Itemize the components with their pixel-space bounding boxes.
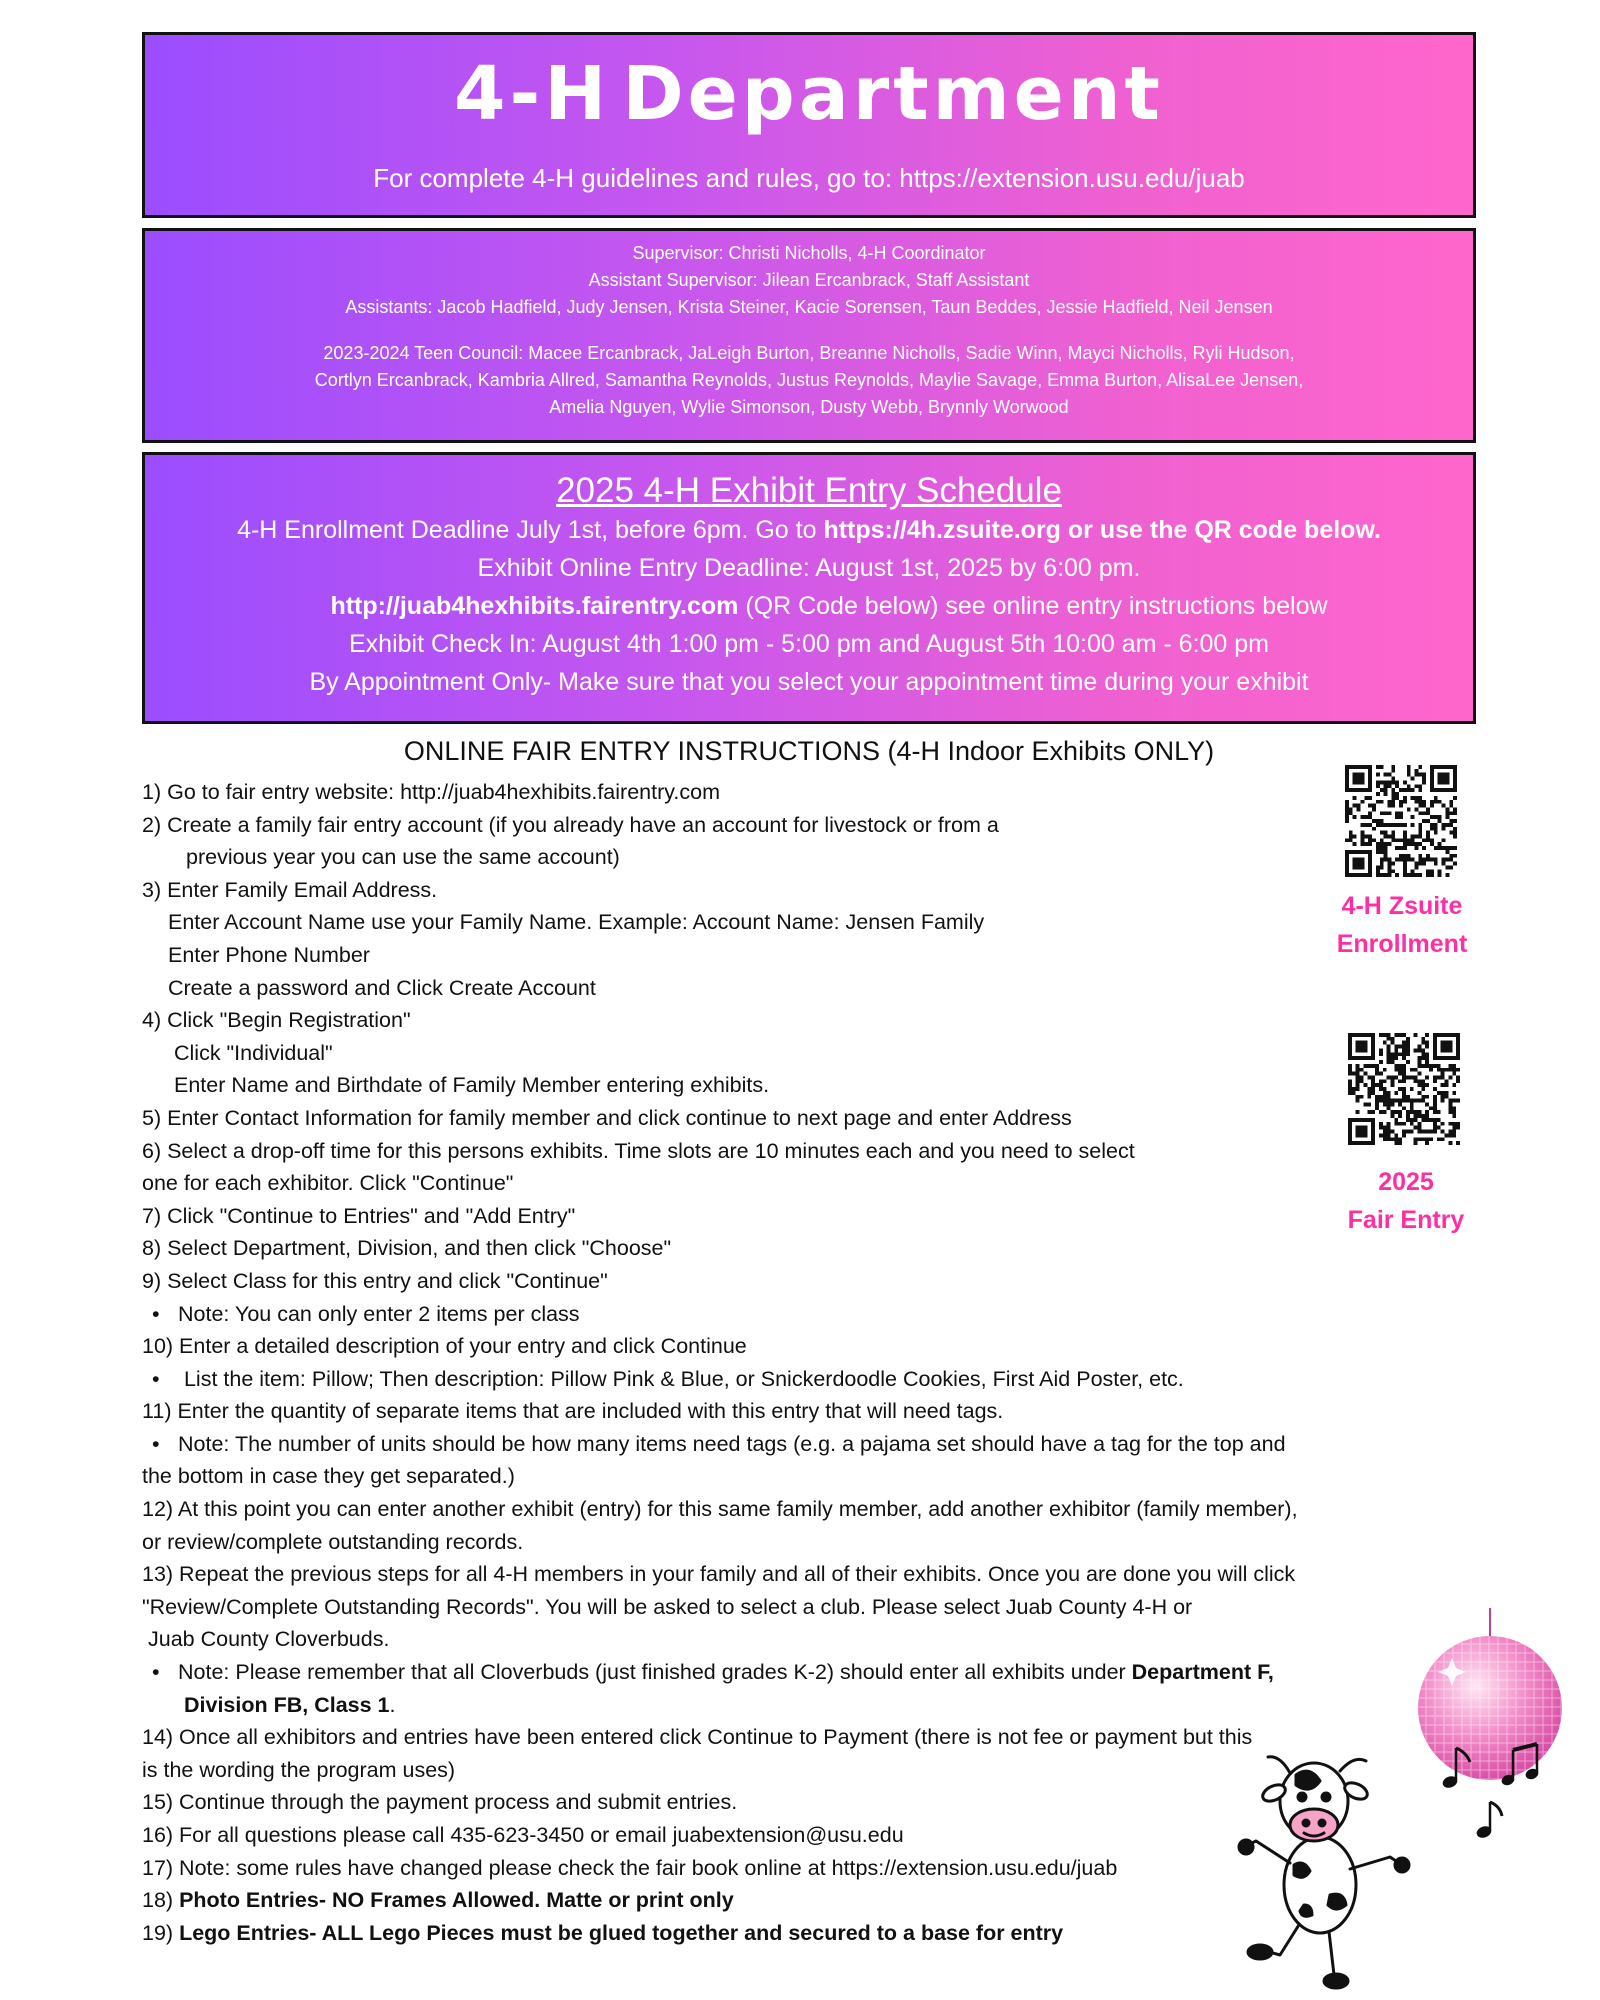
schedule-line — [145, 587, 1473, 625]
supervisor-line: Supervisor: Christi Nicholls, 4-H Coordinator — [632, 243, 986, 263]
list-item: is the wording the program uses) — [142, 1757, 456, 1782]
staff-panel — [142, 228, 1476, 443]
dancing-cow-icon — [1232, 1745, 1432, 1990]
instructions-heading: ONLINE FAIR ENTRY INSTRUCTIONS (4-H Indoor Exhibits ONLY) — [403, 736, 1215, 766]
caption-line: 2025 — [1378, 1168, 1434, 1196]
schedule-line: Exhibit Check In: August 4th 1:00 pm - 5:00 pm and August 5th 10:00 am - 6:00 pm — [349, 630, 1269, 658]
bullet-icon: • — [152, 1366, 160, 1391]
list-item: 16) For all questions please call 435-623-3450 or email juabextension@usu.edu — [142, 1823, 904, 1847]
list-item: "Review/Complete Outstanding Records". You will be asked to select a club. Please select Juab County 4-H or — [142, 1594, 1193, 1619]
qr-caption-fair-entry — [1306, 1163, 1506, 1239]
list-item: Click "Individual" — [174, 1040, 333, 1065]
assistants-line: Assistants: Jacob Hadfield, Judy Jensen, Krista Steiner, Kacie Sorensen, Taun Beddes, Jessie Hadfield, Neil Jensen — [345, 297, 1273, 317]
caption-line: 4-H Zsuite — [1341, 892, 1463, 920]
bullet-note-cont — [142, 1689, 1482, 1722]
qr-code-icon — [1348, 1033, 1460, 1145]
schedule-line: Exhibit Online Entry Deadline: August 1st, 2025 by 6:00 pm. — [477, 554, 1141, 582]
list-item: the bottom in case they get separated.) — [142, 1464, 515, 1489]
note-text: Note: Please remember that all Cloverbuds (just finished grades K-2) should enter all exhibits under — [178, 1660, 1132, 1685]
note-text: Note: The number of units should be how many items need tags (e.g. a pajama set should have a tag for the top and — [178, 1431, 1286, 1456]
schedule-line — [145, 511, 1473, 549]
list-item: Juab County Cloverbuds. — [148, 1627, 390, 1652]
bullet-icon: • — [152, 1301, 160, 1326]
note-text: List the item: Pillow; Then description: Pillow Pink & Blue, or Snickerdoodle Cookies, First Aid Poster, etc. — [178, 1366, 1184, 1391]
fairentry-link[interactable]: http://juab4hexhibits.fairentry.com — [330, 592, 739, 620]
list-item: or review/complete outstanding records. — [142, 1529, 524, 1554]
bullet-note — [142, 1298, 1482, 1331]
zsuite-link[interactable]: https://4h.zsuite.org or use the QR code below. — [823, 516, 1381, 544]
list-item: 8) Select Department, Division, and then click "Choose" — [142, 1236, 672, 1261]
spacer — [145, 321, 1473, 340]
list-item: 4) Click "Begin Registration" — [142, 1008, 411, 1033]
list-item: Enter Phone Number — [168, 942, 370, 967]
list-item: 11) Enter the quantity of separate items that are included with this entry that will need tags. — [142, 1399, 1004, 1424]
list-item: 12) At this point you can enter another exhibit (entry) for this same family member, add another exhibitor (family member), — [142, 1497, 1298, 1522]
item-number: 19) — [142, 1920, 180, 1945]
list-item: Enter Account Name use your Family Name. Example: Account Name: Jensen Family — [168, 910, 985, 935]
caption-line: Enrollment — [1336, 930, 1468, 958]
item-bold: Photo Entries- NO Frames Allowed. Matte or print only — [179, 1888, 734, 1913]
teen-council-line: 2023-2024 Teen Council: Macee Ercanbrack, JaLeigh Burton, Breanne Nicholls, Sadie Winn, Mayci Nicholls, Ryli Hudson, — [323, 343, 1295, 363]
teen-council-line: Amelia Nguyen, Wylie Simonson, Dusty Webb, Brynnly Worwood — [549, 397, 1069, 417]
assistant-supervisor-line: Assistant Supervisor: Jilean Ercanbrack, Staff Assistant — [588, 270, 1030, 290]
guidelines-link-text: For complete 4-H guidelines and rules, go to: https://extension.usu.edu/juab — [373, 163, 1245, 193]
caption-line: Fair Entry — [1347, 1206, 1465, 1234]
bullet-note — [142, 1656, 1482, 1689]
note-bold: Division FB, Class 1 — [184, 1692, 390, 1717]
list-item: 15) Continue through the payment process and submit entries. — [142, 1790, 738, 1815]
note-bold: Department F, — [1131, 1660, 1274, 1685]
schedule-text: 4-H Enrollment Deadline July 1st, before 6pm. Go to — [237, 516, 824, 544]
list-item: 17) Note: some rules have changed please check the fair book online at https://extension.usu.edu/juab — [142, 1855, 1118, 1880]
list-item: 10) Enter a detailed description of your entry and click Continue — [142, 1334, 747, 1359]
item-bold: Lego Entries- ALL Lego Pieces must be glued together and secured to a base for entry — [179, 1920, 1064, 1945]
music-notes-icon — [1432, 1740, 1562, 1850]
schedule-text: (QR Code below) see online entry instructions below — [738, 592, 1328, 620]
header-banner — [142, 32, 1476, 218]
qr-code-icon — [1345, 765, 1457, 877]
bullet-note — [142, 1363, 1482, 1396]
bullet-note — [142, 1428, 1482, 1461]
schedule-heading: 2025 4-H Exhibit Entry Schedule — [556, 471, 1062, 510]
title-part-4h: 4-H — [454, 51, 611, 137]
list-item: 1) Go to fair entry website: http://juab4hexhibits.fairentry.com — [142, 780, 720, 804]
list-item: 14) Once all exhibitors and entries have been entered click Continue to Payment (there is not fee or payment but this — [142, 1725, 1253, 1750]
qr-caption-zsuite — [1302, 887, 1502, 963]
bullet-icon: • — [152, 1660, 160, 1685]
bullet-icon: • — [152, 1431, 160, 1456]
page-title — [145, 51, 1473, 137]
schedule-panel — [142, 452, 1476, 724]
list-item: 2) Create a family fair entry account (if you already have an account for livestock or from a — [142, 812, 999, 837]
list-item: 9) Select Class for this entry and click "Continue" — [142, 1268, 608, 1293]
list-item: 7) Click "Continue to Entries" and "Add Entry" — [142, 1203, 576, 1228]
list-item: 6) Select a drop-off time for this persons exhibits. Time slots are 10 minutes each and you need to select — [142, 1138, 1135, 1163]
list-item: 5) Enter Contact Information for family member and click continue to next page and enter Address — [142, 1105, 1072, 1130]
list-item: Enter Name and Birthdate of Family Member entering exhibits. — [174, 1073, 770, 1098]
list-item: one for each exhibitor. Click "Continue" — [142, 1171, 514, 1196]
note-text: Note: You can only enter 2 items per class — [178, 1301, 580, 1326]
schedule-line: By Appointment Only- Make sure that you select your appointment time during your exhibit — [309, 668, 1309, 696]
list-item: previous year you can use the same account) — [186, 845, 620, 870]
note-text: . — [389, 1692, 396, 1717]
title-part-department: Department — [622, 51, 1164, 137]
list-item: 3) Enter Family Email Address. — [142, 877, 438, 902]
teen-council-line: Cortlyn Ercanbrack, Kambria Allred, Samantha Reynolds, Justus Reynolds, Maylie Savage, Emma Burton, AlisaLee Jensen, — [314, 370, 1304, 390]
list-item: 13) Repeat the previous steps for all 4-H members in your family and all of their exhibits. Once you are done you will click — [142, 1562, 1296, 1587]
item-number: 18) — [142, 1888, 180, 1913]
list-item: Create a password and Click Create Account — [168, 975, 596, 1000]
